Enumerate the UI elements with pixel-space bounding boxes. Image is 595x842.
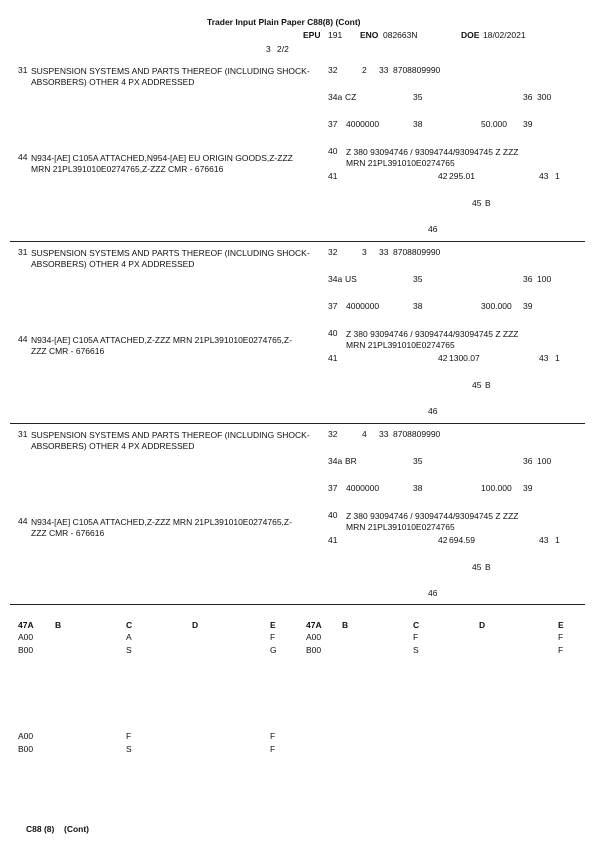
box-31-label: 31 [18,247,28,257]
tax-table-header: 47A [306,620,322,630]
adjustment-code: B [485,380,491,390]
tax-table-cell: F [270,731,276,741]
box-43-label: 43 [539,353,549,363]
item-number: 2 [362,65,367,75]
continuation-label: (Cont) [64,824,90,834]
box-36-label: 36 [523,456,533,466]
item-divider [10,423,585,424]
procedure-code: 4000000 [346,301,380,311]
page-count: 2/2 [277,44,289,54]
box-42-label: 42 [438,353,448,363]
item-number: 4 [362,429,367,439]
box-32-label: 32 [328,429,338,439]
tax-table-cell: B00 [306,645,322,655]
box-34a-label: 34a [328,456,343,466]
tax-table-cell: S [126,744,132,754]
additional-information: N934-[AE] C105A ATTACHED,Z-ZZZ MRN 21PL391010E0274765,Z-ZZZ CMR - 676616 [31,335,292,356]
tax-table-header: C [126,620,133,630]
box-42-label: 42 [438,171,448,181]
eno-label: ENO [360,30,379,40]
tax-table-cell: F [413,632,419,642]
box-39-label: 39 [523,119,533,129]
page-title: Trader Input Plain Paper C88(8) (Cont) [207,17,361,27]
item-price: 1300.07 [449,353,480,363]
form-reference: C88 (8) [26,824,55,834]
box-34a-label: 34a [328,274,343,284]
box-40-label: 40 [328,510,338,520]
box-46-label: 46 [428,224,438,234]
box-33-label: 33 [379,247,389,257]
box-46-label: 46 [428,406,438,416]
net-mass: 100.000 [481,483,512,493]
tax-table-cell: F [270,632,276,642]
goods-description: SUSPENSION SYSTEMS AND PARTS THEREOF (INCLUDING SHOCK-ABSORBERS) OTHER 4 PX ADDRESSED [31,248,310,269]
tax-table-header: D [192,620,199,630]
item-price: 694.59 [449,535,475,545]
valuation-method: 1 [555,171,560,181]
tax-table-header: 47A [18,620,34,630]
box-36-label: 36 [523,274,533,284]
box-40-label: 40 [328,328,338,338]
epu-label: EPU [303,30,321,40]
box-45-label: 45 [472,562,482,572]
previous-document: Z 380 93094746 / 93094744/93094745 Z ZZZ MRN 21PL391010E0274765 [346,147,519,168]
valuation-method: 1 [555,535,560,545]
tax-table-cell: A00 [306,632,322,642]
tax-table-cell: A00 [18,731,34,741]
box-42-label: 42 [438,535,448,545]
box-38-label: 38 [413,119,423,129]
procedure-code: 4000000 [346,483,380,493]
box-43-label: 43 [539,171,549,181]
tax-table-cell: S [413,645,419,655]
tax-table-header: D [479,620,486,630]
box-37-label: 37 [328,119,338,129]
tax-table-cell: F [270,744,276,754]
net-mass: 300.000 [481,301,512,311]
country-of-origin: BR [345,456,357,466]
tax-table-cell: B00 [18,744,34,754]
box-33-label: 33 [379,429,389,439]
preference-code: 100 [537,456,552,466]
box-31-label: 31 [18,65,28,75]
box-44-label: 44 [18,152,28,162]
additional-information: N934-[AE] C105A ATTACHED,Z-ZZZ MRN 21PL391010E0274765,Z-ZZZ CMR - 676616 [31,517,292,538]
box-33-label: 33 [379,65,389,75]
tax-table-header: C [413,620,420,630]
tax-table-header: E [270,620,276,630]
preference-code: 300 [537,92,552,102]
box-32-label: 32 [328,247,338,257]
tax-table-cell: S [126,645,132,655]
item-divider [10,241,585,242]
box-44-label: 44 [18,516,28,526]
country-of-origin: US [345,274,357,284]
country-of-origin: CZ [345,92,357,102]
tax-table-cell: A [126,632,132,642]
box-40-label: 40 [328,146,338,156]
tax-table-cell: G [270,645,277,655]
additional-information: N934-[AE] C105A ATTACHED,N954-[AE] EU ORIGIN GOODS,Z-ZZZ MRN 21PL391010E0274765,Z-ZZZ CMR - 676616 [31,153,293,174]
box-41-label: 41 [328,171,338,181]
box-32-label: 32 [328,65,338,75]
tax-table-cell: F [126,731,132,741]
box-39-label: 39 [523,301,533,311]
box-36-label: 36 [523,92,533,102]
adjustment-code: B [485,562,491,572]
tax-section-divider [10,604,585,605]
tax-table-header: E [558,620,564,630]
tax-table-cell: F [558,645,564,655]
commodity-code: 8708809990 [393,429,441,439]
box-34a-label: 34a [328,92,343,102]
goods-description: SUSPENSION SYSTEMS AND PARTS THEREOF (INCLUDING SHOCK-ABSORBERS) OTHER 4 PX ADDRESSED [31,66,310,87]
box-35-label: 35 [413,274,423,284]
commodity-code: 8708809990 [393,65,441,75]
page-number: 3 [266,44,271,54]
box-38-label: 38 [413,301,423,311]
previous-document: Z 380 93094746 / 93094744/93094745 Z ZZZ MRN 21PL391010E0274765 [346,329,519,350]
box-38-label: 38 [413,483,423,493]
doe-label: DOE [461,30,480,40]
previous-document: Z 380 93094746 / 93094744/93094745 Z ZZZ MRN 21PL391010E0274765 [346,511,519,532]
tax-table-cell: B00 [18,645,34,655]
box-35-label: 35 [413,92,423,102]
tax-table-header: B [55,620,62,630]
epu-value: 191 [328,30,343,40]
box-41-label: 41 [328,535,338,545]
eno-value: 082663N [383,30,418,40]
item-number: 3 [362,247,367,257]
goods-description: SUSPENSION SYSTEMS AND PARTS THEREOF (INCLUDING SHOCK-ABSORBERS) OTHER 4 PX ADDRESSED [31,430,310,451]
tax-table-cell: F [558,632,564,642]
preference-code: 100 [537,274,552,284]
box-37-label: 37 [328,483,338,493]
box-37-label: 37 [328,301,338,311]
net-mass: 50.000 [481,119,507,129]
item-price: 295.01 [449,171,475,181]
tax-table-header: B [342,620,349,630]
procedure-code: 4000000 [346,119,380,129]
box-35-label: 35 [413,456,423,466]
tax-table-cell: A00 [18,632,34,642]
box-39-label: 39 [523,483,533,493]
commodity-code: 8708809990 [393,247,441,257]
box-43-label: 43 [539,535,549,545]
valuation-method: 1 [555,353,560,363]
box-41-label: 41 [328,353,338,363]
box-45-label: 45 [472,380,482,390]
box-31-label: 31 [18,429,28,439]
box-46-label: 46 [428,588,438,598]
adjustment-code: B [485,198,491,208]
doe-value: 18/02/2021 [483,30,526,40]
box-44-label: 44 [18,334,28,344]
box-45-label: 45 [472,198,482,208]
